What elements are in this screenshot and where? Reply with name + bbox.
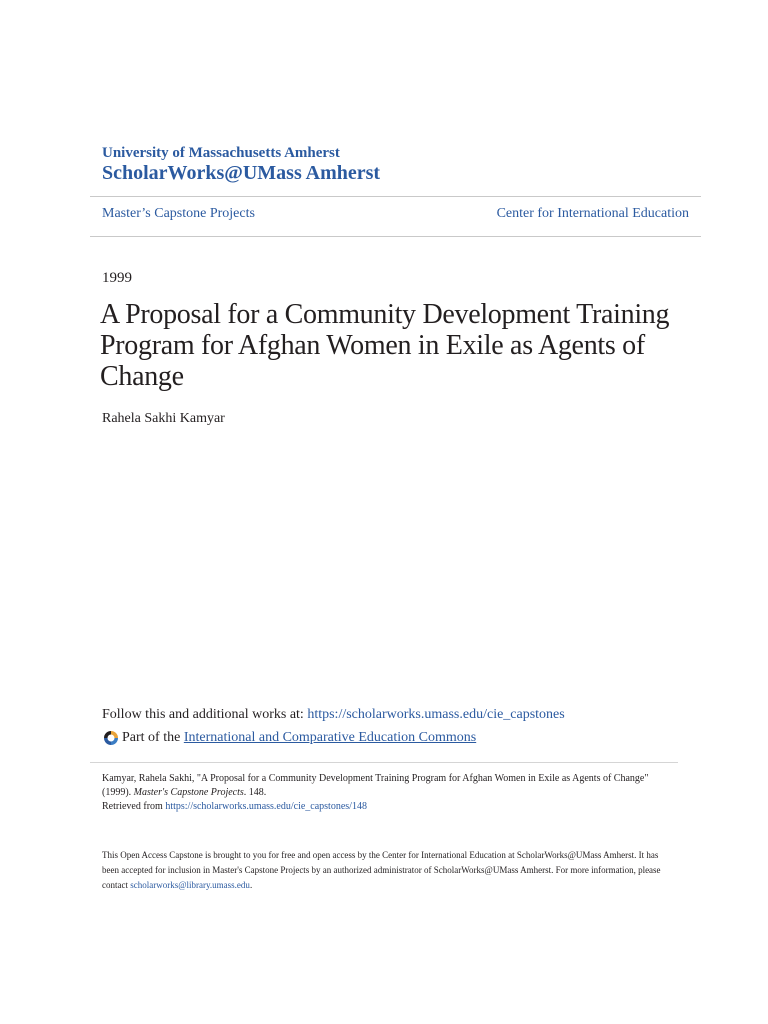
citation-number: . 148. bbox=[243, 787, 267, 798]
citation-block bbox=[102, 772, 662, 814]
part-of-prefix: Part of the bbox=[122, 730, 181, 745]
retrieved-prefix: Retrieved from bbox=[102, 801, 163, 812]
publication-year: 1999 bbox=[102, 270, 132, 286]
follow-prefix: Follow this and additional works at: bbox=[102, 707, 304, 722]
notice-end: . bbox=[249, 880, 253, 890]
follow-link[interactable]: https://scholarworks.umass.edu/cie_capstones bbox=[307, 707, 565, 722]
part-of-line bbox=[102, 729, 476, 747]
citation-series: Master's Capstone Projects bbox=[133, 787, 244, 798]
collections-bar bbox=[102, 206, 689, 222]
bepress-commons-icon bbox=[102, 729, 120, 747]
open-access-notice bbox=[102, 848, 672, 893]
citation-link[interactable]: https://scholarworks.umass.edu/cie_capstones/148 bbox=[165, 801, 367, 812]
top-divider bbox=[90, 196, 701, 197]
citation-text: Kamyar, Rahela Sakhi, "A Proposal for a Community Development Training Program for Afghan Women in Exile as Agents of Change" (1999). bbox=[102, 773, 649, 798]
bottom-divider bbox=[90, 236, 701, 237]
repository-name: ScholarWorks@UMass Amherst bbox=[102, 162, 381, 184]
repository-header bbox=[102, 144, 380, 184]
author-name: Rahela Sakhi Kamyar bbox=[102, 411, 225, 426]
contact-email-link[interactable]: scholarworks@library.umass.edu bbox=[130, 880, 250, 890]
notice-text: This Open Access Capstone is brought to you for free and open access by the Center for International Education at ScholarWorks@UMass Amherst. It has been accepted for inclusion in Master's Capstone Projects by an authorized administrator of ScholarWorks@UMass Amherst. For more information, please contact bbox=[102, 850, 661, 890]
commons-link[interactable]: International and Comparative Education Commons bbox=[183, 730, 477, 745]
citation-divider bbox=[90, 762, 678, 763]
collection-link-center[interactable]: Center for International Education bbox=[496, 206, 689, 221]
collection-link-capstones[interactable]: Master’s Capstone Projects bbox=[102, 206, 255, 221]
institution-name: University of Massachusetts Amherst bbox=[102, 145, 340, 161]
document-title: A Proposal for a Community Development Training Program for Afghan Women in Exile as Agents of Change bbox=[100, 299, 670, 392]
follow-line bbox=[102, 707, 565, 723]
